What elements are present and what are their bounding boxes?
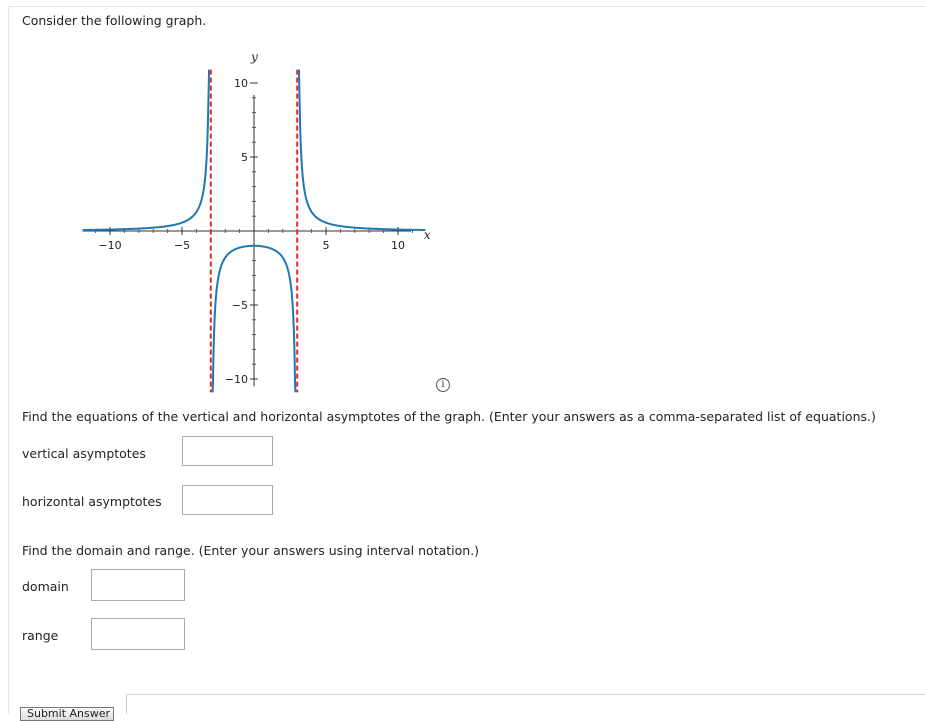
domain-range-question: Find the domain and range. (Enter your answers using interval notation.) [22, 543, 480, 558]
y-tick-label: 5 [241, 151, 248, 164]
asymptote-question: Find the equations of the vertical and horizontal asymptotes of the graph. (Enter your answers as a comma-separated list of equations.) [22, 409, 876, 424]
vertical-asymptotes-label: vertical asymptotes [22, 446, 146, 461]
y-tick-label: 10 [234, 77, 248, 90]
curve-branch-3 [299, 70, 425, 230]
y-axis-label: y [251, 49, 258, 64]
vertical-asymptotes-input[interactable] [182, 436, 273, 466]
footer-divider-vertical [126, 694, 127, 714]
question-intro: Consider the following graph. [22, 13, 207, 28]
x-axis-label: x [423, 228, 431, 242]
x-tick-label: 10 [391, 239, 405, 252]
x-tick-label: −10 [98, 239, 122, 252]
domain-input[interactable] [91, 569, 185, 601]
horizontal-asymptotes-label: horizontal asymptotes [22, 494, 162, 509]
info-icon[interactable]: i [436, 378, 450, 392]
range-input[interactable] [91, 618, 185, 650]
domain-label: domain [22, 579, 69, 594]
axes [83, 95, 411, 387]
x-tick-label: −5 [173, 239, 191, 252]
submit-answer-button[interactable]: Submit Answer [20, 707, 114, 721]
y-tick-label: −5 [231, 299, 248, 312]
tick-labels [98, 50, 431, 386]
horizontal-asymptotes-input[interactable] [182, 485, 273, 515]
footer-divider [126, 694, 925, 695]
x-tick-label: 5 [322, 239, 330, 252]
range-label: range [22, 628, 59, 643]
curve-branch-1 [83, 70, 209, 230]
y-tick-label: −10 [224, 373, 248, 386]
